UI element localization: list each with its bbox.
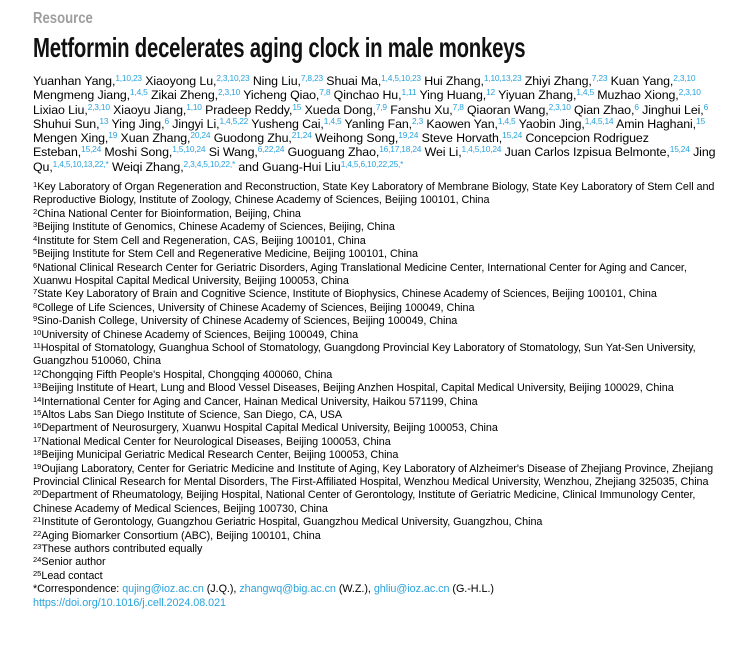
affiliation-entry: $^9$Sino-Danish College, University of Chinese Academy of Sciences, Beijing 100049, China <box>33 314 458 328</box>
affiliation-number: 6 <box>33 260 38 270</box>
affiliation-entry: $^4$Institute for Stem Cell and Regeneration, CAS, Beijing 100101, China <box>33 233 366 247</box>
correspondence-prefix: *Correspondence: <box>33 583 123 596</box>
affiliation-number: 25 <box>33 568 42 578</box>
author-name: Jinghui Lei, <box>642 102 704 117</box>
author-name: Guodong Zhu, <box>213 131 292 146</box>
author-affiliation-superscript: 2,3 <box>412 115 424 126</box>
author <box>33 131 117 145</box>
author-affiliation-superscript: 2,3,10 <box>87 101 110 112</box>
affiliation-number: 17 <box>33 434 42 444</box>
author <box>209 145 285 159</box>
affiliation-entry: $^6$National Clinical Research Center for Geriatric Disorders, Aging Translational Medicine Center, International Center for Aging and Cancer, Xuanwu Hospital Capital Medical University, Beijing 100053, China <box>33 260 687 287</box>
author-affiliation-superscript: 6 <box>703 101 709 112</box>
author <box>519 117 614 131</box>
author <box>616 117 705 131</box>
author-name: Zhiyi Zhang, <box>524 74 592 88</box>
author-affiliation-superscript: 1,4,5,14 <box>584 115 614 126</box>
author <box>33 103 110 117</box>
affiliation-entry: $^3$Beijing Institute of Genomics, Chinese Academy of Sciences, Beijing, China <box>33 220 395 234</box>
author-affiliation-superscript: 7,9 <box>375 101 387 112</box>
author <box>121 131 211 145</box>
paper-title: Metformin decelerates aging clock in male monkeys <box>33 32 526 63</box>
affiliation-entry: $^8$College of Life Sciences, University of Chinese Academy of Sciences, Beijing 100049, China <box>33 300 475 314</box>
author-affiliation-superscript: 21,24 <box>291 130 312 141</box>
affiliation-number: 23 <box>33 542 42 552</box>
author-name: Qian Zhao, <box>574 102 635 117</box>
correspondence-email-link[interactable]: ghliu@ioz.ac.cn <box>373 583 450 596</box>
affiliation-number: 12 <box>33 367 42 377</box>
author-affiliation-superscript: 1,4,5 <box>576 87 594 98</box>
author-name: Ying Huang, <box>419 88 487 103</box>
author-name: Kaowen Yan, <box>426 116 498 131</box>
affiliation-number: 22 <box>33 528 42 538</box>
author <box>238 160 403 174</box>
author-name: Zikai Zheng, <box>150 88 218 103</box>
author-name: Xiaoyu Jiang, <box>113 102 187 117</box>
author-affiliation-superscript: 1,4,5,6,10,22,25,* <box>340 158 404 169</box>
affiliation-number: 15 <box>33 407 42 417</box>
author-affiliation-superscript: 2,3,10 <box>217 87 241 98</box>
author-name: Ning Liu, <box>252 74 301 88</box>
affiliation-entry: $^7$State Key Laboratory of Brain and Cognitive Science, Institute of Biophysics, Chinese Academy of Sciences, Beijing 100101, China <box>33 287 657 301</box>
author-name: Yicheng Qiao, <box>243 88 320 103</box>
author <box>597 88 700 102</box>
affiliation-entry: $^{13}$Beijing Institute of Heart, Lung and Blood Vessel Diseases, Beijing Anzhen Hospital, Capital Medical University, Beijing 100029, China <box>33 381 674 395</box>
author-name: Xueda Dong, <box>304 102 376 117</box>
correspondence-email-link[interactable]: qujing@ioz.ac.cn <box>122 583 204 596</box>
author-affiliation-superscript: 7,23 <box>591 73 608 83</box>
author <box>113 103 202 117</box>
affiliation-number: 19 <box>33 461 42 471</box>
affiliation-entry: $^1$Key Laboratory of Organ Regeneration and Reconstruction, State Key Laboratory of Membrane Biology, State Key Laboratory of Stem Cell and Reproductive Biology, Institute of Zoology, Chinese Academy of Sciences, Beijing 100101, China <box>33 180 715 207</box>
author-name: Mengmeng Jiang, <box>33 88 130 103</box>
author-affiliation-superscript: 2,3,4,5,10,22,* <box>183 158 236 169</box>
author-name: Guoguang Zhao, <box>287 145 380 160</box>
author-name: Fanshu Xu, <box>390 102 453 117</box>
author-affiliation-superscript: 20,24 <box>190 130 211 141</box>
author-name: Qinchao Hu, <box>333 88 402 103</box>
author <box>145 74 249 88</box>
author <box>315 131 418 145</box>
author <box>419 88 495 102</box>
author <box>611 74 696 88</box>
affiliation-entry: $^5$Beijing Institute for Stem Cell and Regenerative Medicine, Beijing 100101, China <box>33 247 418 261</box>
affiliation-number: 13 <box>33 381 42 391</box>
author-name: Xuan Zhang, <box>120 131 191 146</box>
author-affiliation-superscript: 1,11 <box>401 87 417 98</box>
author-name: and Guang-Hui Liu <box>238 159 341 174</box>
author-affiliation-superscript: 13 <box>99 115 109 126</box>
affiliation-number: 4 <box>33 233 38 243</box>
author-affiliation-superscript: 15,24 <box>502 130 523 141</box>
affiliation-entry: $^{14}$International Center for Aging and Cancer, Hainan Medical University, Haikou 571199, China <box>33 394 478 408</box>
author-affiliation-superscript: 2,3,10,23 <box>216 73 250 83</box>
affiliation-number: 2 <box>33 206 38 216</box>
correspondence-email-link[interactable]: zhangwq@big.ac.cn <box>239 583 336 596</box>
author <box>104 145 205 159</box>
author-name: Muzhao Xiong, <box>597 88 679 103</box>
author-affiliation-superscript: 2,3,10 <box>548 101 571 112</box>
affiliation-number: 18 <box>33 448 42 458</box>
author-affiliation-superscript: 12 <box>486 87 496 98</box>
article-type-label: Resource <box>33 10 93 27</box>
author-affiliation-superscript: 1,10,13,23 <box>483 73 522 83</box>
author <box>33 88 148 102</box>
affiliation-entry: $^{16}$Department of Neurosurgery, Xuanwu Hospital Capital Medical University, Beijing 100053, China <box>33 421 498 435</box>
affiliation-entry: $^{17}$National Medical Center for Neurological Diseases, Beijing 100053, China <box>33 434 391 448</box>
author <box>642 103 708 117</box>
affiliation-entry: $^{20}$Department of Rheumatology, Beijing Hospital, National Center of Gerontology, Institute of Geriatric Medicine, Clinical Immunology Center, Chinese Academy of Medical Sciences, Beijing 100730, China <box>33 488 696 515</box>
affiliation-entry: $^{24}$Senior author <box>33 555 106 569</box>
author-affiliation-superscript: 1,5,10,24 <box>172 144 206 155</box>
affiliation-number: 14 <box>33 394 42 404</box>
author <box>498 88 594 102</box>
affiliation-number: 21 <box>33 515 42 525</box>
affiliation-number: 16 <box>33 421 42 431</box>
affiliation-entry: $^{23}$These authors contributed equally <box>33 542 203 556</box>
author-affiliation-superscript: 15 <box>696 115 705 126</box>
author <box>422 131 523 145</box>
author <box>574 103 639 117</box>
author <box>345 117 424 131</box>
author <box>426 117 515 131</box>
author-affiliation-superscript: 1,4,5,22 <box>219 115 249 126</box>
author <box>424 74 521 88</box>
author-name: Wei Li, <box>424 145 462 160</box>
author <box>251 117 341 131</box>
author <box>334 88 417 102</box>
author-name: Weihong Song, <box>315 131 399 146</box>
author-name: Pradeep Reddy, <box>205 102 293 117</box>
affiliation-number: 7 <box>33 287 38 297</box>
affiliation-number: 5 <box>33 247 38 257</box>
author-affiliation-superscript: 7,8,23 <box>300 73 323 83</box>
author-name: Mengen Xing, <box>33 131 109 146</box>
affiliation-number: 9 <box>33 314 38 324</box>
author <box>243 88 330 102</box>
affiliation-number: 20 <box>33 488 42 498</box>
author-affiliation-superscript: 7,8 <box>319 87 331 98</box>
author <box>33 117 108 131</box>
author-name: Si Wang, <box>208 145 258 160</box>
author <box>305 103 387 117</box>
author-name: Yiyuan Zhang, <box>498 88 577 103</box>
author-name: Yusheng Cai, <box>251 116 324 131</box>
affiliation-entry: $^2$China National Center for Bioinformation, Beijing, China <box>33 206 301 220</box>
affiliation-entry: $^{22}$Aging Biomarker Consortium (ABC), Beijing 100101, China <box>33 528 321 542</box>
author-affiliation-superscript: 1,10,23 <box>115 73 142 83</box>
author-affiliation-superscript: 6,22,24 <box>257 144 285 155</box>
affiliation-entry: $^{15}$Altos Labs San Diego Institute of Science, San Diego, CA, USA <box>33 407 342 421</box>
author-affiliation-superscript: 19,24 <box>398 130 419 141</box>
author <box>151 88 240 102</box>
author <box>326 74 421 88</box>
affiliation-number: 11 <box>33 340 41 350</box>
author <box>33 74 142 88</box>
author <box>390 103 463 117</box>
author <box>467 103 571 117</box>
author-affiliation-superscript: 15 <box>292 101 302 112</box>
author-name: Moshi Song, <box>104 145 173 160</box>
affiliation-entry: $^{11}$Hospital of Stomatology, Guanghua School of Stomatology, Guangdong Provincial Key Laboratory of Stomatology, Sun Yat-Sen University, Guangzhou 510060, China <box>33 340 696 368</box>
author-name: Juan Carlos Izpisua Belmonte, <box>504 145 670 160</box>
author <box>525 74 608 88</box>
author-name: Concepcion Rodriguez Esteban, <box>33 131 649 160</box>
affiliation-entry: $^{10}$University of Chinese Academy of Sciences, Beijing 100049, China <box>33 327 359 341</box>
author-affiliation-superscript: 6 <box>634 101 639 112</box>
affiliation-number: 3 <box>33 220 38 230</box>
author-affiliation-superscript: 15,24 <box>81 144 102 155</box>
author-affiliation-superscript: 7,8 <box>452 101 464 112</box>
author-list <box>33 74 717 174</box>
author-affiliation-superscript: 1,4,5 <box>130 87 148 98</box>
author-affiliation-superscript: 1,4,5,10,23 <box>381 73 421 83</box>
author-name: Yaobin Jing, <box>518 116 585 131</box>
affiliation-number: 10 <box>33 327 42 337</box>
affiliation-entry: $^{12}$Chongqing Fifth People's Hospital, Chongqing 400060, China <box>33 367 333 381</box>
affiliation-list <box>33 181 717 583</box>
author-name: Shuhui Sun, <box>33 116 100 131</box>
affiliation-entry: $^{25}$Lead contact <box>33 568 103 582</box>
author-affiliation-superscript: 2,3,10 <box>673 73 696 83</box>
affiliation-entry: $^{18}$Beijing Municipal Geriatric Medical Research Center, Beijing 100053, China <box>33 448 399 462</box>
author-name: Hui Zhang, <box>424 74 484 88</box>
author-name: Amin Haghani, <box>616 116 697 131</box>
affiliation-number: 24 <box>33 555 42 565</box>
author-name: Steve Horvath, <box>421 131 503 146</box>
author <box>288 145 422 159</box>
affiliation-entry: $^{19}$Oujiang Laboratory, Center for Geriatric Medicine and Institute of Aging, Key Laboratory of Alzheimer's Disease of Zhejiang Province, Zhejiang Provincial Clinical Research for Mental Disorders, The First-Affiliated Hospital, Wenzhou Medical University, Wenzhou, Zhejiang 325035, China <box>33 461 714 489</box>
correspondence-line <box>33 583 717 596</box>
affiliation-number: 8 <box>33 300 38 310</box>
author-name: Jingyi Li, <box>172 116 220 131</box>
author-name: Kuan Yang, <box>610 74 674 88</box>
author-affiliation-superscript: 1,4,5 <box>323 115 342 126</box>
author-name: Xiaoyong Lu, <box>145 74 217 88</box>
author <box>214 131 312 145</box>
author-name: Yanling Fan, <box>344 116 412 131</box>
author-affiliation-superscript: 1,4,5 <box>497 115 516 126</box>
author-affiliation-superscript: 6 <box>164 115 169 126</box>
author <box>112 160 235 174</box>
author-affiliation-superscript: 2,3,10 <box>678 87 701 98</box>
author-affiliation-superscript: 15,24 <box>669 144 690 155</box>
doi-link[interactable]: https://doi.org/10.1016/j.cell.2024.08.021 <box>33 596 226 609</box>
author-affiliation-superscript: 19 <box>108 130 118 141</box>
author-name: Ying Jing, <box>111 116 165 131</box>
correspondence-entries: qujing@ioz.ac.cn (J.Q.), zhangwq@big.ac.cn (W.Z.), ghliu@ioz.ac.cn (G.-H.L.) <box>122 583 494 596</box>
author <box>172 117 248 131</box>
author-name: Yuanhan Yang, <box>33 74 116 88</box>
author-name: Lixiao Liu, <box>33 102 88 117</box>
author <box>505 145 690 159</box>
author-name: Jing Qu, <box>33 145 716 174</box>
author-name: Shuai Ma, <box>326 74 382 88</box>
affiliation-entry: $^{21}$Institute of Gerontology, Guangzhou Geriatric Hospital, Guangzhou Medical University, Guangzhou, China <box>33 515 543 529</box>
author <box>111 117 168 131</box>
author <box>253 74 323 88</box>
author-affiliation-superscript: 1,10 <box>186 101 202 112</box>
author-affiliation-superscript: 16,17,18,24 <box>379 144 422 155</box>
author <box>205 103 301 117</box>
author-name: Weiqi Zhang, <box>111 159 184 174</box>
author-affiliation-superscript: 1,4,5,10,24 <box>461 144 502 155</box>
author-name: Qiaoran Wang, <box>467 102 549 117</box>
doi-line <box>33 597 717 610</box>
author <box>425 145 502 159</box>
author-affiliation-superscript: 1,4,5,10,13,22,* <box>52 158 109 169</box>
affiliation-number: 1 <box>33 180 38 190</box>
